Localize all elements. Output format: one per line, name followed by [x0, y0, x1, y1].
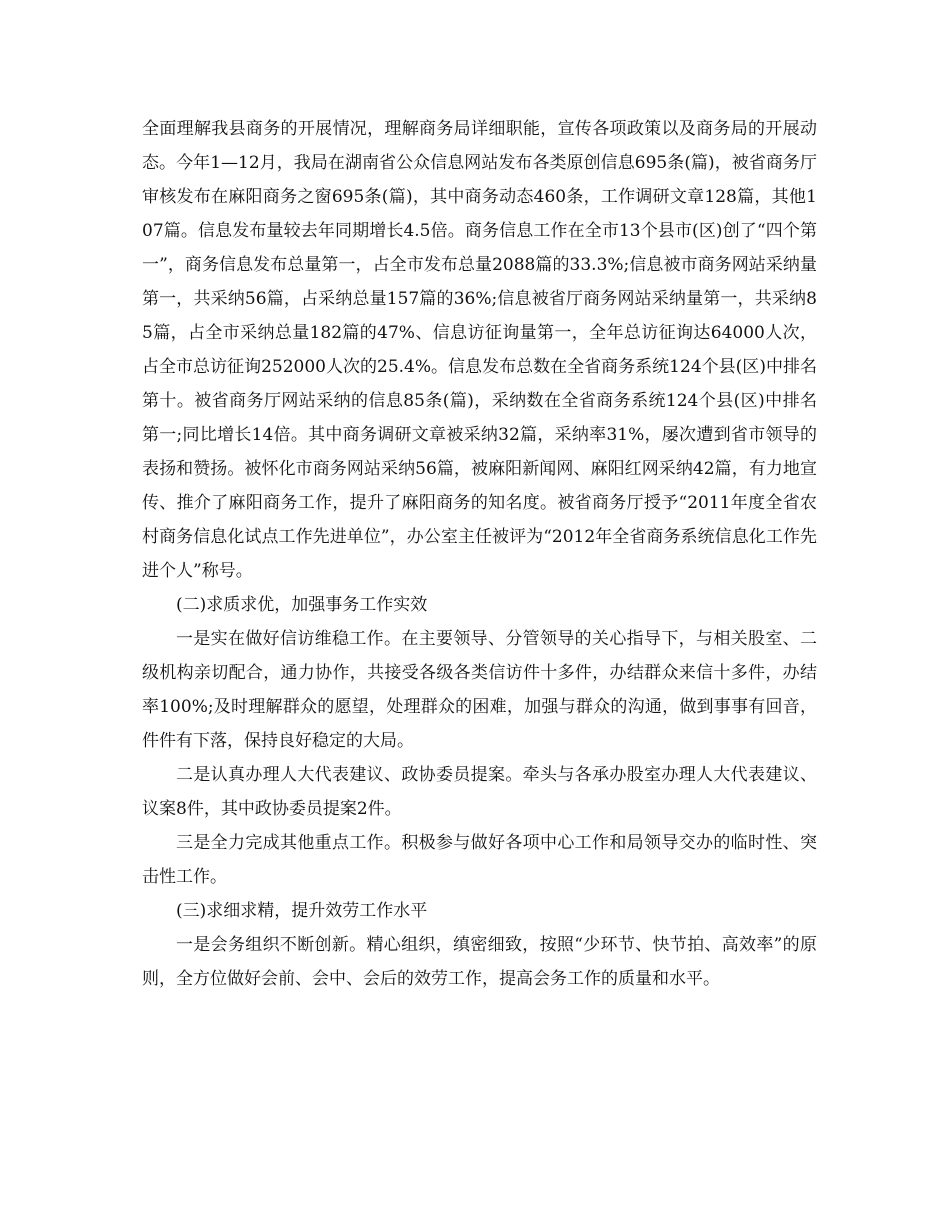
section-heading-3: (三)求细求精，提升效劳工作水平	[176, 901, 428, 921]
document-page	[142, 112, 817, 996]
paragraph-key-tasks: 三是全力完成其他重点工作。积极参与做好各项中心工作和局领导交办的临时性、突击性工作。	[142, 833, 817, 887]
paragraph-info-publishing: 全面理解我县商务的开展情况，理解商务局详细职能，宣传各项政策以及商务局的开展动态。今年1—12月，我局在湖南省公众信息网站发布各类原创信息695条(篇)，被省商务厅审核发布在麻阳商务之窗695条(篇)，其中商务动态460条，工作调研文章128篇，其他107篇。信息发布量较去年同期增长4.5倍。商务信息工作在全市13个县市(区)创了“四个第一”，商务信息发布总量第一，占全市发布总量2088篇的33.3%;信息被市商务网站采纳量第一，共采纳56篇，占采纳总量157篇的36%;信息被省厅商务网站采纳量第一，共采纳85篇，占全市采纳总量182篇的47%、信息访征询量第一，全年总访征询达64000人次，占全市总访征询252000人次的25.4%。信息发布总数在全省商务系统124个县(区)中排名第十。被省商务厅网站采纳的信息85条(篇)，采纳数在全省商务系统124个县(区)中排名第一;同比增长14倍。其中商务调研文章被采纳32篇，采纳率31%，屡次遭到省市领导的表扬和赞扬。被怀化市商务网站采纳56篇，被麻阳新闻网、麻阳红网采纳42篇，有力地宣传、推介了麻阳商务工作，提升了麻阳商务的知名度。被省商务厅授予“2011年度全省农村商务信息化试点工作先进单位”，办公室主任被评为“2012年全省商务系统信息化工作先进个人”称号。	[142, 119, 817, 581]
paragraph-meeting-organization: 一是会务组织不断创新。精心组织，缜密细致，按照“少环节、快节拍、高效率”的原则，全方位做好会前、会中、会后的效劳工作，提高会务工作的质量和水平。	[142, 935, 817, 989]
section-heading-2: (二)求质求优，加强事务工作实效	[176, 595, 428, 615]
paragraph-petition-work: 一是实在做好信访维稳工作。在主要领导、分管领导的关心指导下，与相关股室、二级机构亲切配合，通力协作，共接受各级各类信访件十多件，办结群众来信十多件，办结率100%;及时理解群众的愿望，处理群众的困难，加强与群众的沟通，做到事事有回音，件件有下落，保持良好稳定的大局。	[142, 629, 817, 751]
paragraph-proposals: 二是认真办理人大代表建议、政协委员提案。牵头与各承办股室办理人大代表建议、议案8件，其中政协委员提案2件。	[142, 765, 817, 819]
